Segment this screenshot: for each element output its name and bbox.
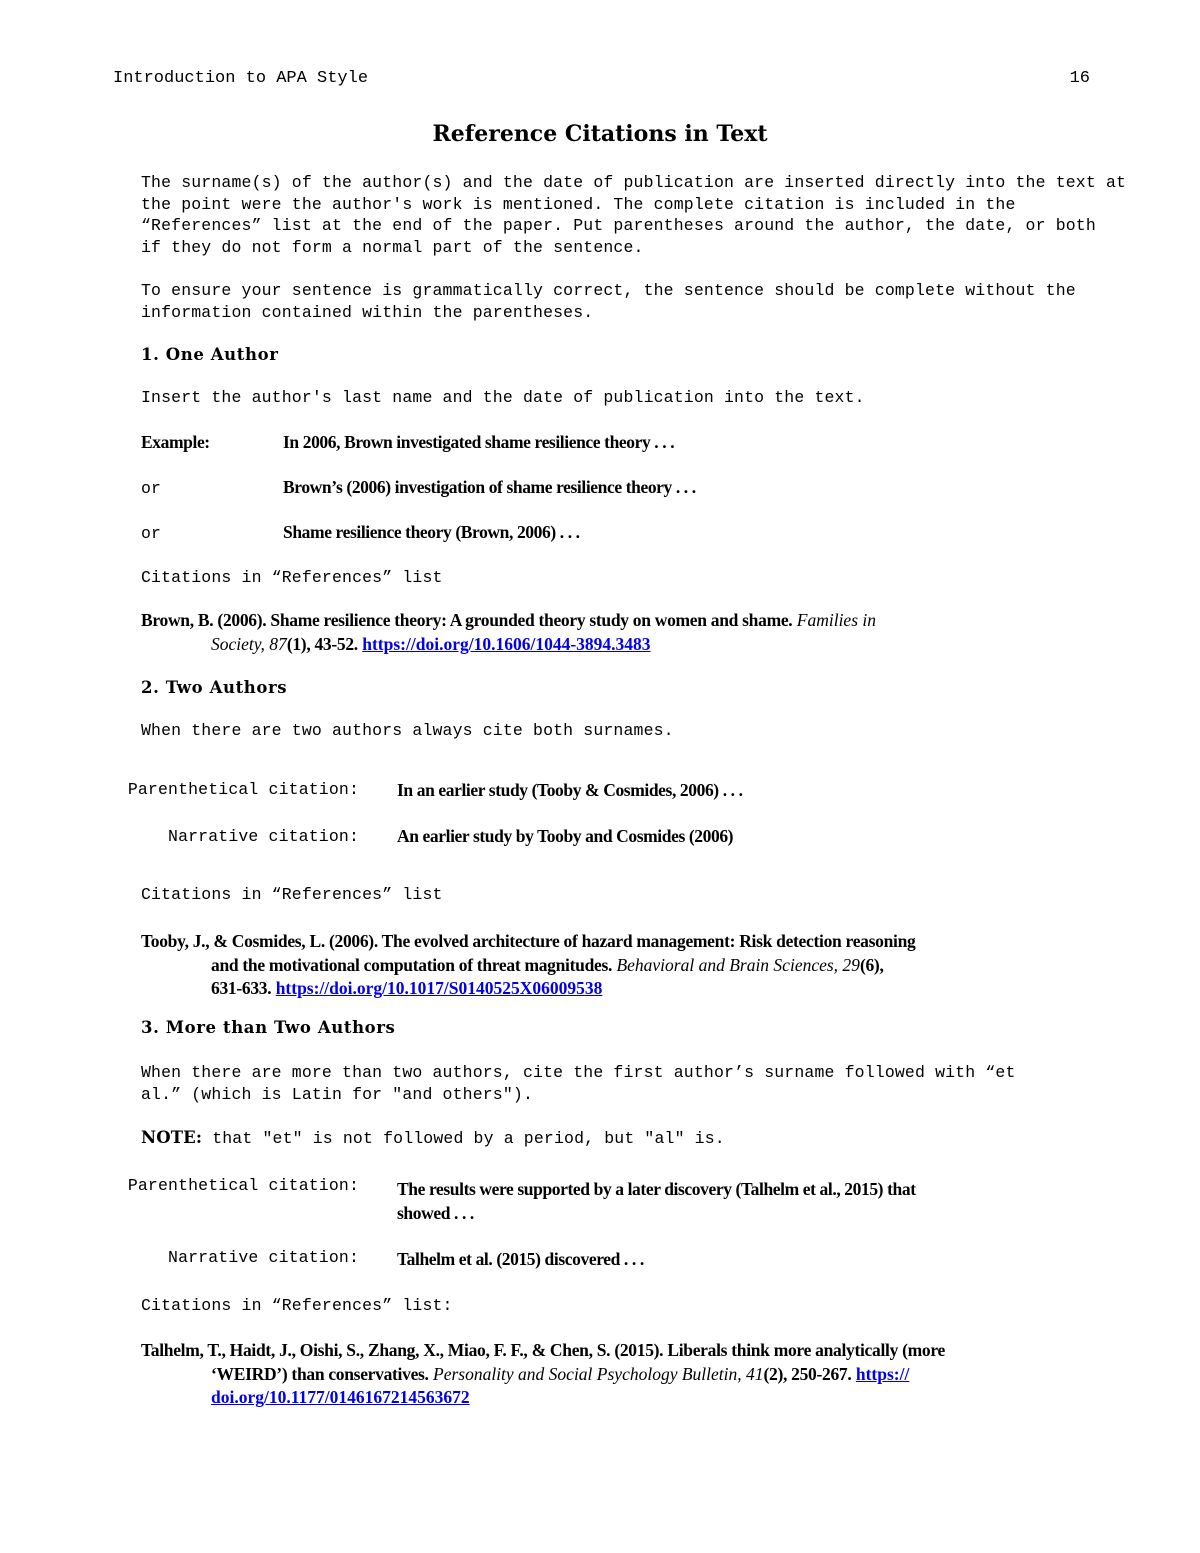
note [141, 1127, 725, 1150]
reference-title: ‘WEIRD’) than conservatives. [211, 1363, 429, 1384]
intro-line: information contained within the parentheses. [141, 302, 594, 322]
parenthetical-label: Parenthetical citation: [127, 780, 359, 799]
example-text: In 2006, Brown investigated shame resilience theory . . . [283, 432, 675, 452]
reference-title: and the motivational computation of threat magnitudes. [211, 954, 613, 975]
reference-journal: Families in [796, 610, 876, 630]
intro-paragraph [141, 172, 1126, 258]
reference-title: Brown, B. (2006). Shame resilience theory: A grounded theory study on women and shame. [141, 610, 793, 630]
section-instruction: Insert the author's last name and the date of publication into the text. [141, 388, 865, 407]
doi-link[interactable]: https:// [855, 1363, 910, 1384]
parenthetical-example: In an earlier study (Tooby & Cosmides, 2006) . . . [397, 780, 743, 800]
reference-title: Talhelm, T., Haidt, J., Oishi, S., Zhang, X., Miao, F. F., & Chen, S. (2015). Liberals think more analytically (more [141, 1340, 945, 1360]
example-text: Brown’s (2006) investigation of shame resilience theory . . . [283, 477, 696, 497]
intro-line: The surname(s) of the author(s) and the date of publication are inserted directly into the text at [141, 173, 1127, 192]
parenthetical-line: showed . . . [397, 1203, 474, 1223]
narrative-label: Narrative citation: [168, 1248, 359, 1267]
intro-line: “References” list at the end of the paper. Put parentheses around the author, the date, or both [141, 216, 1096, 235]
narrative-label: Narrative citation: [168, 827, 359, 846]
reference-entry [141, 930, 915, 1001]
narrative-example: An earlier study by Tooby and Cosmides (2006) [397, 826, 734, 846]
running-title: Introduction to APA Style [113, 69, 369, 88]
reference-journal: Behavioral and Brain Sciences, 29 [616, 954, 860, 975]
doi-link[interactable]: doi.org/10.1177/0146167214563672 [211, 1387, 470, 1407]
reference-journal: Personality and Social Psychology Bulletin, 41 [433, 1363, 764, 1384]
page-title: Reference Citations in Text [432, 121, 768, 147]
reference-issue: (2), 250-267. [763, 1363, 852, 1384]
example-label: or [141, 479, 162, 498]
section-heading-two-authors: 2. Two Authors [141, 678, 288, 697]
intro-line: the point were the author's work is mentioned. The complete citation is included in the [141, 194, 1016, 214]
intro-line: To ensure your sentence is grammatically correct, the sentence should be complete without the [141, 281, 1076, 300]
parenthetical-line: The results were supported by a later discovery (Talhelm et al., 2015) that [397, 1179, 916, 1199]
doi-link[interactable]: https://doi.org/10.1606/1044-3894.3483 [362, 633, 651, 654]
reference-journal: Society, 87 [211, 633, 287, 654]
reference-pages: 631-633. [211, 978, 272, 998]
grammar-paragraph [141, 280, 1076, 323]
section-instruction [141, 1062, 1016, 1105]
narrative-example: Talhelm et al. (2015) discovered . . . [397, 1249, 644, 1269]
reference-issue: (6), [859, 954, 884, 975]
references-label: Citations in “References” list [141, 885, 443, 904]
parenthetical-example [397, 1177, 916, 1225]
section-heading-more-authors: 3. More than Two Authors [141, 1018, 396, 1037]
example-text: Shame resilience theory (Brown, 2006) . . . [283, 522, 580, 542]
reference-entry [141, 1339, 945, 1410]
reference-issue: (1), 43-52. [286, 633, 358, 654]
example-label: Example: [141, 432, 210, 452]
reference-entry [141, 609, 876, 656]
references-label: Citations in “References” list [141, 568, 443, 587]
instruction-line: When there are more than two authors, cite the first author’s surname followed with “et [141, 1063, 1016, 1082]
note-label: NOTE: [141, 1128, 203, 1147]
reference-title: Tooby, J., & Cosmides, L. (2006). The evolved architecture of hazard management: Risk detection reasoning [141, 931, 916, 951]
doi-link[interactable]: https://doi.org/10.1017/S0140525X06009538 [275, 978, 603, 998]
intro-line: if they do not form a normal part of the sentence. [141, 237, 644, 257]
example-label: or [141, 524, 162, 543]
note-text: that "et" is not followed by a period, but "al" is. [202, 1129, 725, 1148]
instruction-line: al.” (which is Latin for "and others"). [141, 1084, 534, 1104]
section-instruction: When there are two authors always cite both surnames. [141, 721, 674, 740]
section-heading-one-author: 1. One Author [141, 345, 279, 364]
parenthetical-label: Parenthetical citation: [127, 1176, 359, 1195]
page-number: 16 [1069, 69, 1090, 88]
references-label: Citations in “References” list: [141, 1296, 453, 1315]
